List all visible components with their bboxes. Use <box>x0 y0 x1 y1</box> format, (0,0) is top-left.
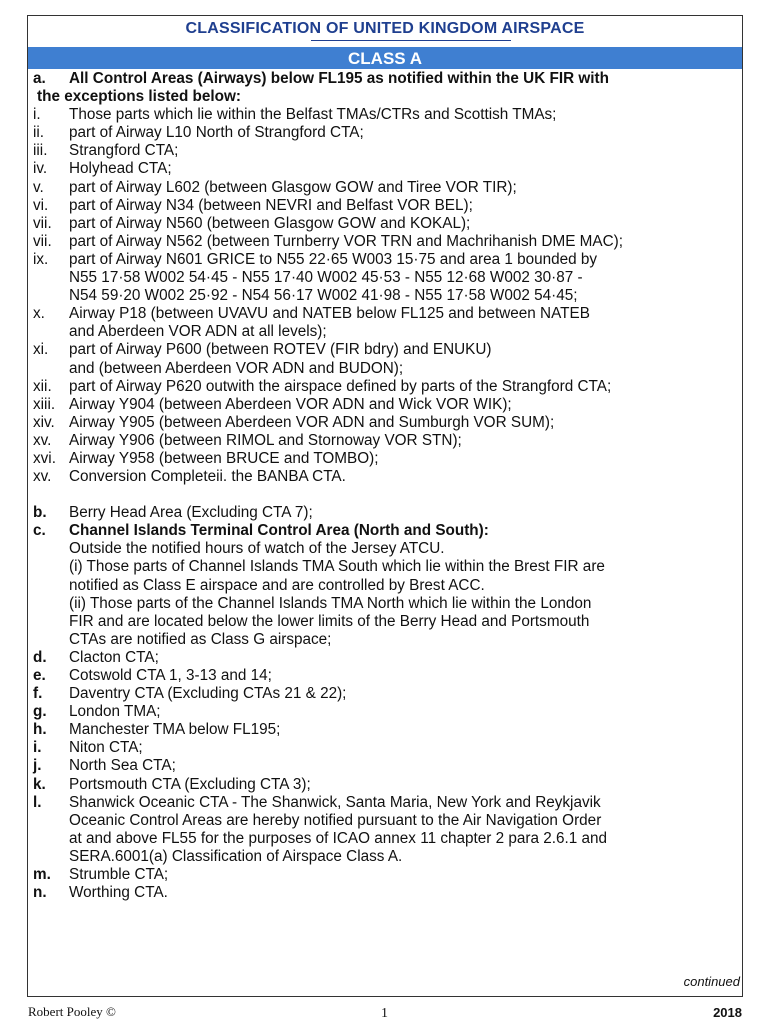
list-item <box>33 776 736 794</box>
list-item <box>33 685 736 703</box>
item-number <box>33 323 69 341</box>
item-number: xiv. <box>33 413 55 431</box>
item-number: xiii. <box>33 395 56 413</box>
item-number <box>33 558 69 576</box>
item-number <box>33 577 69 595</box>
list-item <box>33 142 736 160</box>
sections-list <box>33 504 736 902</box>
section-marker: a. <box>33 70 46 87</box>
item-text: notified as Class E airspace and are controlled by Brest ACC. <box>69 576 485 594</box>
page-frame <box>27 15 743 997</box>
item-number <box>33 287 69 305</box>
list-item <box>33 540 736 558</box>
list-item <box>33 667 736 685</box>
list-item <box>33 396 736 414</box>
list-item <box>33 739 736 757</box>
list-item <box>33 757 736 775</box>
item-text: Airway P18 (between UVAVU and NATEB below FL125 and between NATEB <box>69 305 590 323</box>
item-number: xv. <box>33 431 52 449</box>
list-item <box>33 323 736 341</box>
item-number: xv. <box>33 468 52 486</box>
section-heading-text: the exceptions listed below: <box>37 88 241 106</box>
list-item <box>33 360 736 378</box>
item-text: Daventry CTA (Excluding CTAs 21 & 22); <box>69 685 347 703</box>
item-number: vii. <box>33 214 52 232</box>
item-text: (ii) Those parts of the Channel Islands TMA North which lie within the London <box>69 594 592 612</box>
list-item <box>33 522 736 540</box>
list-item <box>33 179 736 197</box>
item-text: at and above FL55 for the purposes of ICAO annex 11 chapter 2 para 2.6.1 and <box>69 829 608 847</box>
item-number: i. <box>33 106 41 124</box>
item-text: Niton CTA; <box>69 739 143 757</box>
item-number <box>33 848 69 866</box>
item-number: e. <box>33 667 46 684</box>
list-item <box>33 215 736 233</box>
list-item <box>33 631 736 649</box>
list-item <box>33 848 736 866</box>
list-item <box>33 106 736 124</box>
item-number: xi. <box>33 341 49 359</box>
item-text: part of Airway L10 North of Strangford CTA; <box>69 124 364 142</box>
item-text: Airway Y904 (between Aberdeen VOR ADN and Wick VOR WIK); <box>69 395 512 413</box>
class-banner: CLASS A <box>28 47 742 69</box>
item-number: v. <box>33 178 44 196</box>
item-text: part of Airway N601 GRICE to N55 22·65 W003 15·75 and area 1 bounded by <box>69 250 598 268</box>
section-a-heading-cont <box>33 88 736 106</box>
item-text: part of Airway P600 (between ROTEV (FIR bdry) and ENUKU) <box>69 341 492 359</box>
item-text: Berry Head Area (Excluding CTA 7); <box>69 504 313 522</box>
section-a-heading <box>33 70 736 88</box>
item-text: Those parts which lie within the Belfast TMAs/CTRs and Scottish TMAs; <box>69 106 557 124</box>
list-item <box>33 558 736 576</box>
item-text: part of Airway P620 outwith the airspace defined by parts of the Strangford CTA; <box>69 377 612 395</box>
item-number: vi. <box>33 196 49 214</box>
item-number: b. <box>33 504 47 522</box>
item-text: Airway Y958 (between BRUCE and TOMBO); <box>69 449 379 467</box>
item-text: London TMA; <box>69 703 161 721</box>
list-item <box>33 884 736 902</box>
item-text: (i) Those parts of Channel Islands TMA South which lie within the Brest FIR are <box>69 558 605 576</box>
list-item <box>33 504 736 522</box>
item-number: k. <box>33 775 46 793</box>
item-text: Holyhead CTA; <box>69 160 172 178</box>
section-heading-text: All Control Areas (Airways) below FL195 as notified within the UK FIR with <box>69 70 609 87</box>
item-number: n. <box>33 884 47 902</box>
page-number: 1 <box>381 1006 388 1021</box>
item-text: Strangford CTA; <box>69 142 179 160</box>
list-item <box>33 414 736 432</box>
item-text: Portsmouth CTA (Excluding CTA 3); <box>69 775 311 793</box>
item-number: ix. <box>33 250 49 268</box>
list-item <box>33 287 736 305</box>
item-text: N55 17·58 W002 54·45 - N55 17·40 W002 45·53 - N55 12·68 W002 30·87 - <box>69 269 583 287</box>
item-text: part of Airway N562 (between Turnberry VOR TRN and Machrihanish DME MAC); <box>69 232 624 250</box>
list-item <box>33 866 736 884</box>
list-item <box>33 233 736 251</box>
item-number: h. <box>33 721 47 739</box>
item-text: CTAs are notified as Class G airspace; <box>69 630 332 648</box>
list-item <box>33 341 736 359</box>
item-number <box>33 540 69 558</box>
item-text: Strumble CTA; <box>69 866 169 884</box>
list-item <box>33 812 736 830</box>
item-number: c. <box>33 522 46 540</box>
list-item <box>33 721 736 739</box>
list-item <box>33 432 736 450</box>
item-number: m. <box>33 866 51 884</box>
list-item <box>33 830 736 848</box>
item-text: Clacton CTA; <box>69 648 159 666</box>
item-text: FIR and are located below the lower limits of the Berry Head and Portsmouth <box>69 612 590 630</box>
list-item <box>33 251 736 269</box>
item-number: f. <box>33 685 43 703</box>
item-text: Worthing CTA. <box>69 884 168 902</box>
continued-note: continued <box>683 974 740 989</box>
list-item <box>33 468 736 486</box>
item-text: part of Airway L602 (between Glasgow GOW and Tiree VOR TIR); <box>69 178 517 196</box>
item-text: part of Airway N560 (between Glasgow GOW and KOKAL); <box>69 214 471 232</box>
item-number <box>33 631 69 649</box>
item-number <box>33 613 69 631</box>
item-text: Airway Y905 (between Aberdeen VOR ADN and Sumburgh VOR SUM); <box>69 413 555 431</box>
item-number: xii. <box>33 377 52 395</box>
list-item <box>33 197 736 215</box>
list-item <box>33 703 736 721</box>
item-number: d. <box>33 648 47 666</box>
item-number: xvi. <box>33 449 56 467</box>
item-text: Oceanic Control Areas are hereby notified pursuant to the Air Navigation Order <box>69 811 602 829</box>
spacer <box>33 486 736 504</box>
item-text: and Aberdeen VOR ADN at all levels); <box>69 323 327 341</box>
item-number: ii. <box>33 124 45 142</box>
list-item <box>33 305 736 323</box>
item-number <box>33 595 69 613</box>
item-number <box>33 830 69 848</box>
item-text: SERA.6001(a) Classification of Airspace Class A. <box>69 847 403 865</box>
footer-author: Robert Pooley © <box>28 1004 116 1019</box>
page-title: CLASSIFICATION OF UNITED KINGDOM AIRSPACE <box>185 20 585 37</box>
list-item <box>33 160 736 178</box>
item-text: Outside the notified hours of watch of the Jersey ATCU. <box>69 540 445 558</box>
item-text: Manchester TMA below FL195; <box>69 721 281 739</box>
list-item <box>33 124 736 142</box>
item-text: Channel Islands Terminal Control Area (North and South): <box>69 522 489 540</box>
item-number <box>33 269 69 287</box>
item-text: Conversion Completeii. the BANBA CTA. <box>69 468 346 486</box>
item-number: j. <box>33 757 42 775</box>
item-number: iii. <box>33 142 48 160</box>
item-number: i. <box>33 739 42 757</box>
item-number: x. <box>33 305 45 323</box>
item-text: North Sea CTA; <box>69 757 176 775</box>
list-item <box>33 577 736 595</box>
item-text: Shanwick Oceanic CTA - The Shanwick, Santa Maria, New York and Reykjavik <box>69 793 601 811</box>
list-item <box>33 450 736 468</box>
title-underline <box>311 40 511 41</box>
exceptions-list <box>33 106 736 486</box>
list-item <box>33 794 736 812</box>
document-body <box>33 70 736 902</box>
list-item <box>33 613 736 631</box>
list-item <box>33 269 736 287</box>
item-text: N54 59·20 W002 25·92 - N54 56·17 W002 41·98 - N55 17·58 W002 54·45; <box>69 287 578 305</box>
item-number: iv. <box>33 160 48 178</box>
footer-year: 2018 <box>713 1005 742 1020</box>
item-text: Cotswold CTA 1, 3-13 and 14; <box>69 667 272 684</box>
item-text: part of Airway N34 (between NEVRI and Belfast VOR BEL); <box>69 196 473 214</box>
item-text: and (between Aberdeen VOR ADN and BUDON); <box>69 359 404 377</box>
list-item <box>33 378 736 396</box>
item-number <box>33 812 69 830</box>
item-number <box>33 360 69 378</box>
list-item <box>33 649 736 667</box>
item-number: g. <box>33 703 47 721</box>
list-item <box>33 595 736 613</box>
item-text: Airway Y906 (between RIMOL and Stornoway VOR STN); <box>69 431 462 449</box>
item-number: l. <box>33 793 42 811</box>
item-number: vii. <box>33 232 52 250</box>
